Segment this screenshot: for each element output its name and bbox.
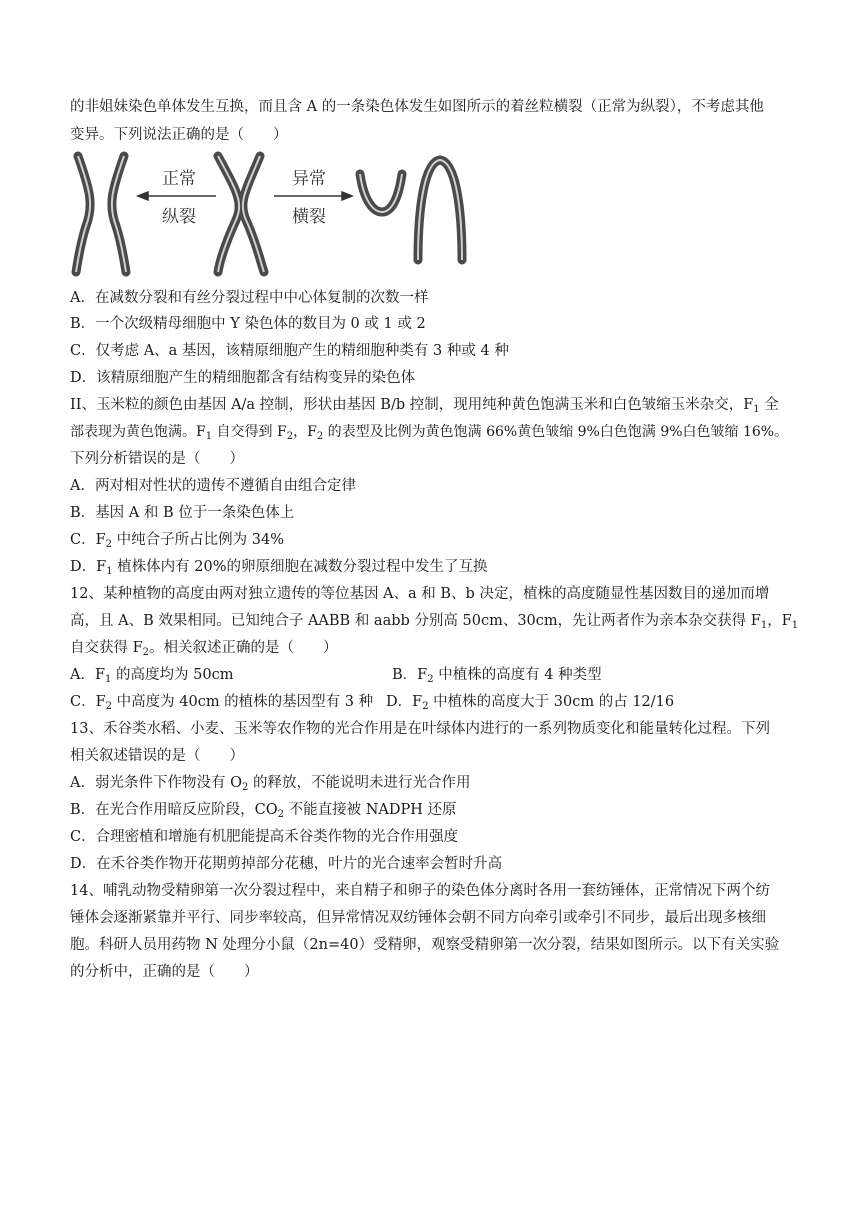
q11-stem-line2: 变异。下列说法正确的是（ ） (70, 127, 288, 143)
q12-option-d: D．$F_2$ 中植株的高度大于 30cm 的占 12/16 (386, 694, 675, 712)
q14-stem-line4: 的分析中，正确的是（ ） (70, 964, 259, 980)
q14-stem-line2: 锤体会逐渐紧靠并平行、同步率较高，但异常情况双纺锤体会朝不同方向牵引或牵引不同步，最后出现多核细 (70, 910, 766, 926)
q14-stem-line1: 14、哺乳动物受精卵第一次分裂过程中，来自精子和卵子的染色体分离时各用一套纺锤体，正常情况下两个纺 (70, 883, 770, 899)
qII-stem-line3: 下列分析错误的是（ ） (70, 451, 244, 467)
qII-option-d: D．$F_1$ 植株体内有 20%的卵原细胞在减数分裂过程中发生了互换 (70, 559, 488, 577)
qII-stem-line2: 部表现为黄色饱满。$F_1$ 自交得到 $F_2$，$F_2$ 的表型及比例为黄色饱满 66%黄色皱缩 9%白色饱满 9%白色皱缩 16%。 (70, 424, 789, 442)
q11-option-b: B．一个次级精母细胞中 Y 染色体的数目为 0 或 1 或 2 (70, 316, 426, 332)
q12-stem-line1: 12、某种植物的高度由两对独立遗传的等位基因 A、a 和 B、b 决定，植株的高度随显性基因数目的递加而增 (70, 586, 770, 602)
arrow-left-icon (138, 192, 216, 200)
q11-option-d: D．该精原细胞产生的精细胞都含有结构变异的染色体 (70, 370, 416, 386)
qII-option-c: C．$F_2$ 中纯合子所占比例为 34% (70, 532, 284, 550)
q13-option-b: B．在光合作用暗反应阶段，$CO_2$ 不能直接被 NADPH 还原 (70, 802, 457, 820)
arrow-right-icon (274, 192, 352, 200)
q11-stem-line1: 的非姐妹染色单体发生互换，而且含 A 的一条染色体发生如图所示的着丝粒横裂（正常为纵裂），不考虑其他 (70, 99, 764, 115)
q13-stem-line1: 13、禾谷类水稻、小麦、玉米等农作物的光合作用是在叶绿体内进行的一系列物质变化和能量转化过程。下列 (70, 721, 770, 737)
q13-option-c: C．合理密植和增施有机肥能提高禾谷类作物的光合作用强度 (70, 829, 459, 845)
q13-stem-line2: 相关叙述错误的是（ ） (70, 748, 244, 764)
q13-option-a: A．弱光条件下作物没有 $O_2$ 的释放，不能说明未进行光合作用 (70, 775, 471, 793)
q11-option-a: A．在减数分裂和有丝分裂过程中中心体复制的次数一样 (70, 290, 429, 306)
q12-option-a: A．$F_1$ 的高度均为 50cm (70, 667, 234, 685)
q13-option-d: D．在禾谷类作物开花期剪掉部分花穗，叶片的光合速率会暂时升高 (70, 856, 503, 872)
qII-option-a: A．两对相对性状的遗传不遵循自由组合定律 (70, 478, 356, 494)
q12-option-c: C．$F_2$ 中高度为 40cm 的植株的基因型有 3 种 (70, 694, 374, 712)
qII-option-b: B．基因 A 和 B 位于一条染色体上 (70, 505, 295, 521)
q12-option-b: B．$F_2$ 中植株的高度有 4 种类型 (392, 667, 602, 685)
label-abnormal-1: 异常 (292, 169, 326, 189)
q11-option-c: C．仅考虑 A、a 基因，该精原细胞产生的精细胞种类有 3 种或 4 种 (70, 343, 509, 359)
q12-stem-line3: 自交获得 $F_2$。相关叙述正确的是（ ） (70, 640, 338, 658)
q12-stem-line2: 高，且 A、B 效果相同。已知纯合子 AABB 和 aabb 分别高 50cm、30cm，先让两者作为亲本杂交获得 $F_1$，$F_1$ (70, 613, 799, 631)
qII-stem-line1: II、玉米粒的颜色由基因 A/a 控制，形状由基因 B/b 控制，现用纯种黄色饱满玉米和白色皱缩玉米杂交，$F_1$ 全 (70, 397, 779, 415)
label-normal-1: 正常 (162, 169, 196, 189)
label-normal-2: 纵裂 (162, 207, 196, 227)
x-chromosome (218, 156, 264, 272)
q14-stem-line3: 胞。科研人员用药物 N 处理分小鼠（2n=40）受精卵，观察受精卵第一次分裂，结果如图所示。以下有关实验 (70, 937, 780, 953)
label-abnormal-2: 横裂 (292, 207, 326, 227)
chromosome-division-figure (68, 150, 468, 278)
